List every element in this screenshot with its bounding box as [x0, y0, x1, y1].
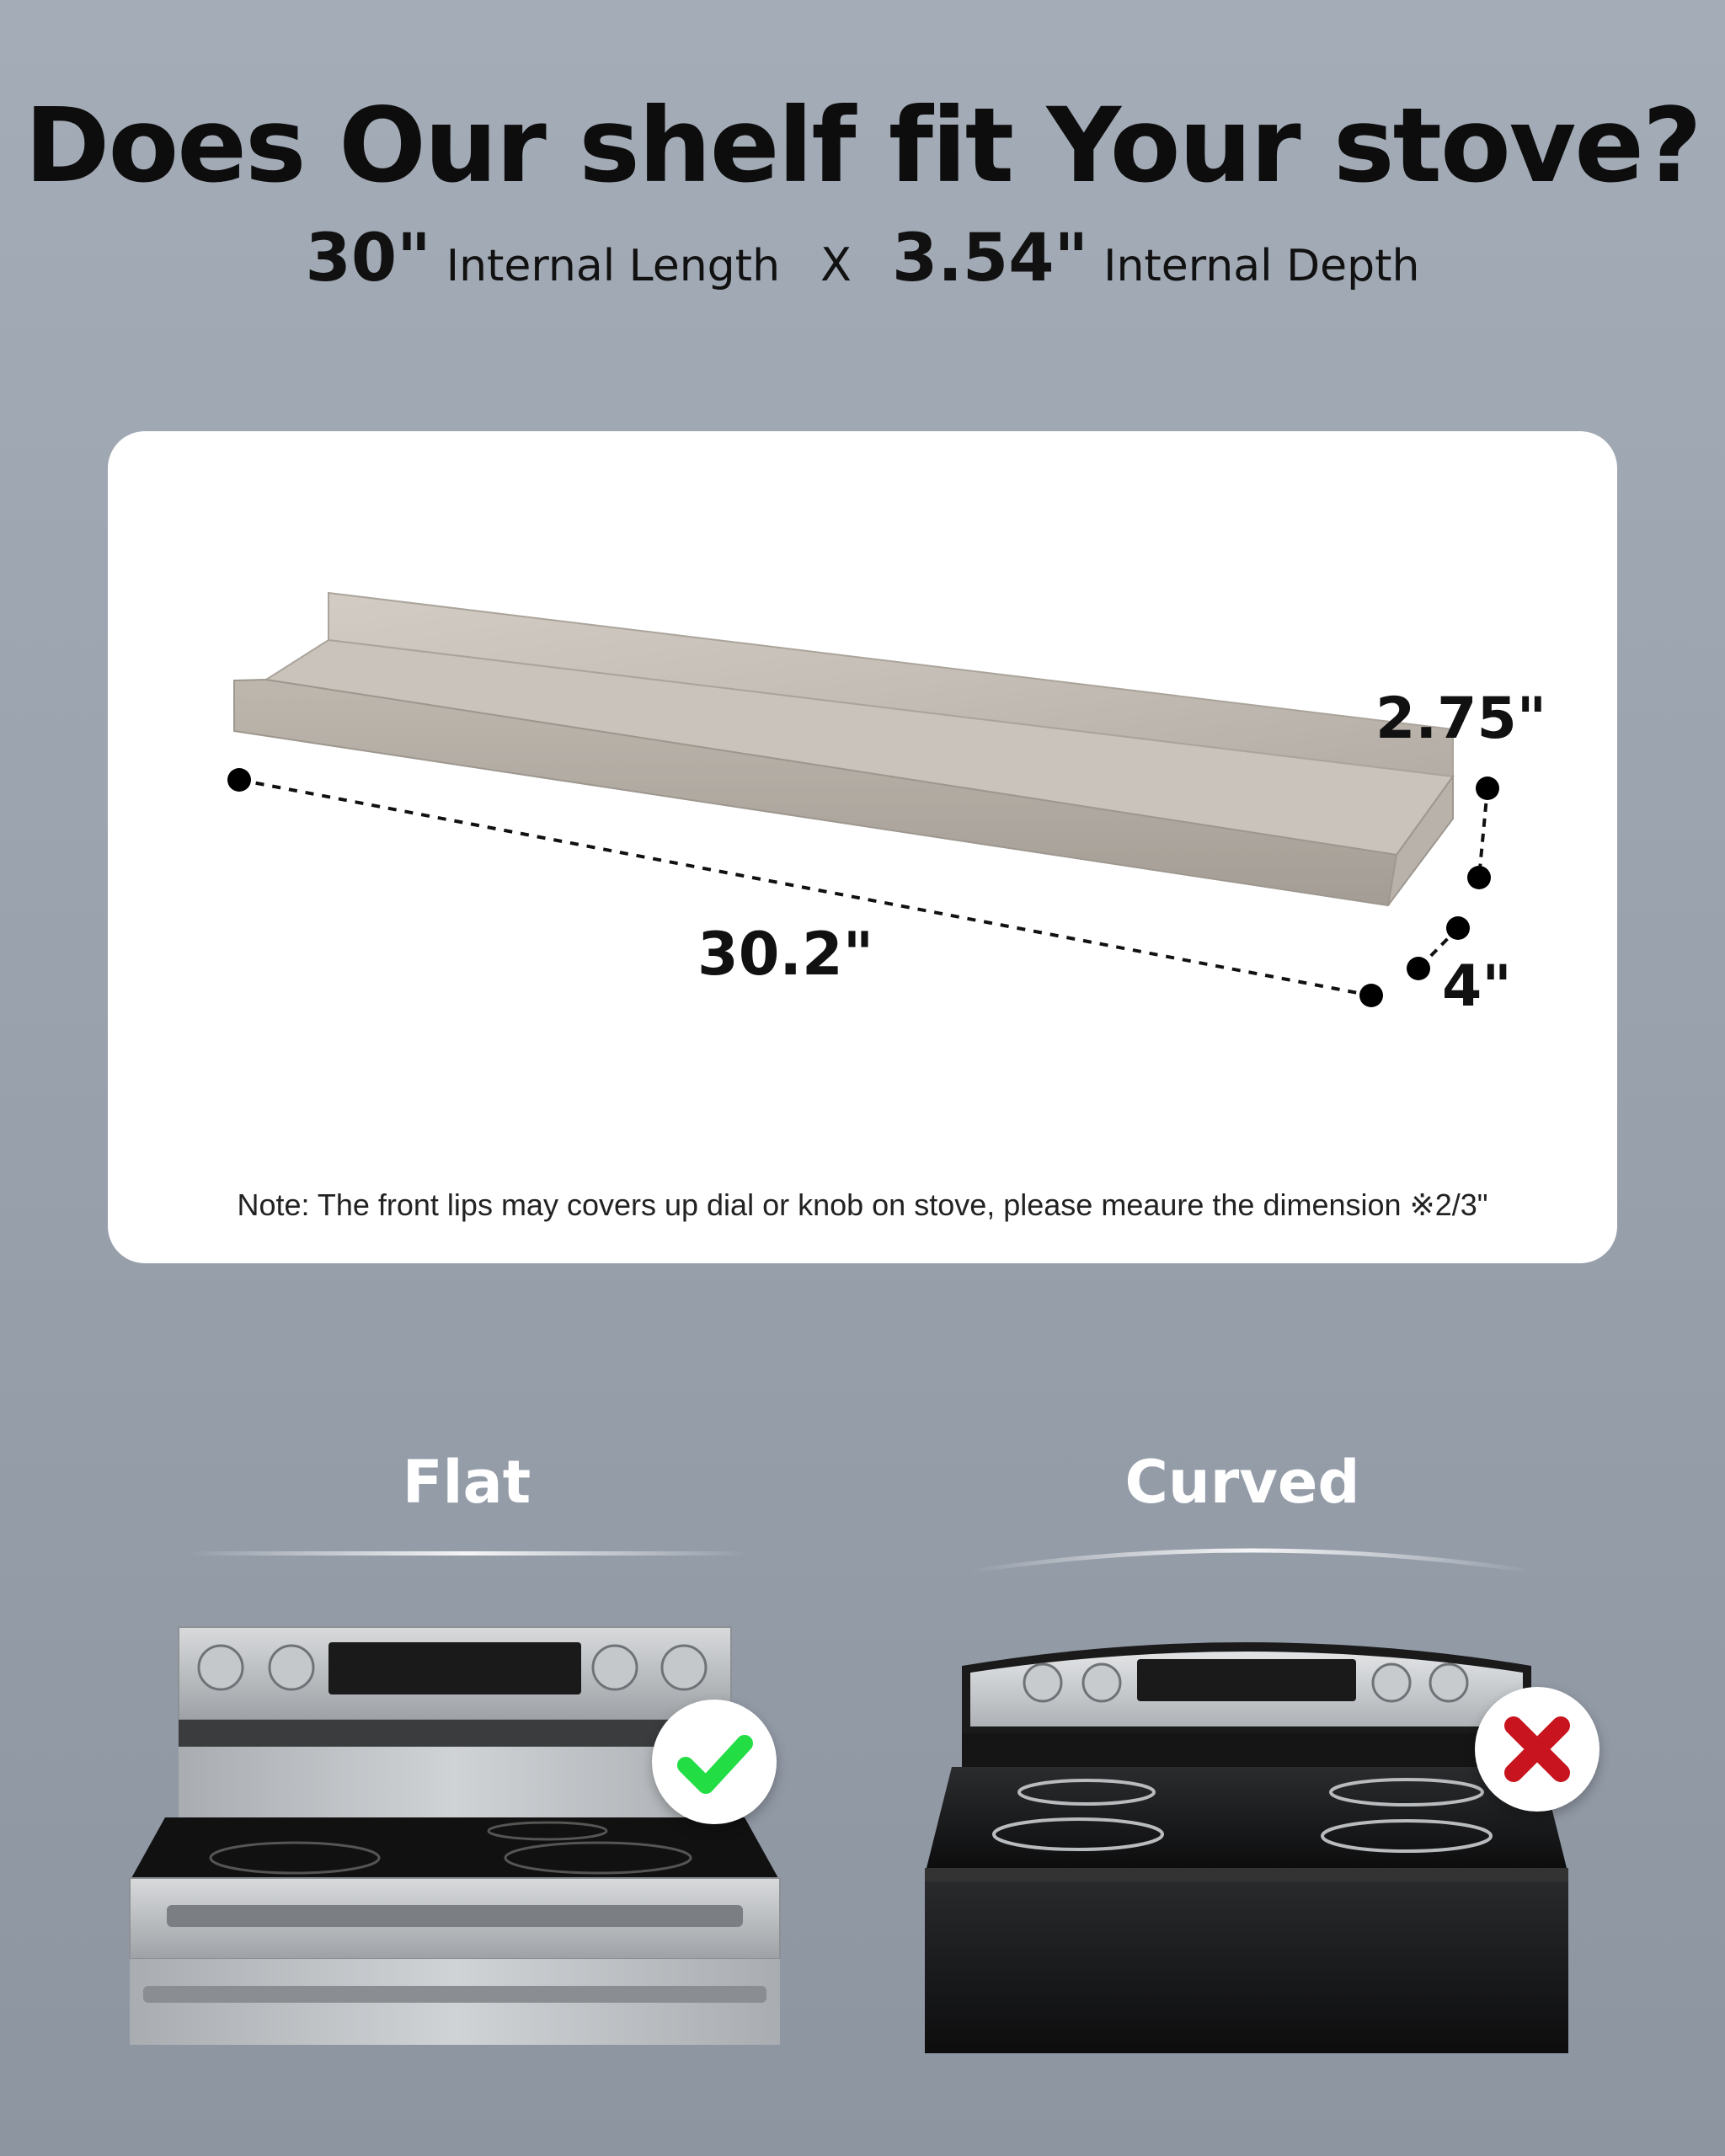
height-dimension-label: 2.75" [1375, 686, 1547, 752]
shelf-diagram-card [108, 431, 1617, 1263]
page-title: Does Our shelf fit Your stove? [24, 86, 1701, 205]
depth-bottom-dot [1407, 957, 1430, 980]
flat-stove-image [126, 1624, 783, 2045]
check-icon [652, 1700, 777, 1824]
times-separator: X [820, 238, 852, 291]
flat-underline [185, 1546, 750, 1563]
depth-dimension-label: 4" [1442, 953, 1512, 1020]
flat-fit-badge [652, 1700, 777, 1824]
internal-depth-label: Internal Depth [1103, 241, 1420, 291]
length-start-dot [227, 768, 251, 792]
height-top-dot [1476, 776, 1499, 800]
internal-depth-value: 3.54" [892, 221, 1089, 296]
height-bottom-dot [1467, 866, 1491, 889]
flat-label: Flat [402, 1448, 531, 1517]
height-dimension-line [1479, 788, 1487, 878]
internal-length-label: Internal Length [446, 241, 781, 291]
length-dimension-label: 30.2" [697, 920, 874, 989]
length-end-dot [1359, 984, 1383, 1007]
curved-underline [969, 1534, 1533, 1577]
fit-note: Note: The front lips may covers up dial or knob on stove, please meaure the dimension ※2/3" [237, 1187, 1488, 1222]
shelf-illustration [108, 431, 1617, 1263]
dimensions-subtitle [0, 221, 1725, 296]
internal-length-value: 30" [305, 221, 431, 296]
cross-icon [1475, 1687, 1599, 1812]
depth-top-dot [1446, 916, 1470, 940]
curved-fit-badge [1475, 1687, 1599, 1812]
curved-label: Curved [1124, 1448, 1360, 1517]
